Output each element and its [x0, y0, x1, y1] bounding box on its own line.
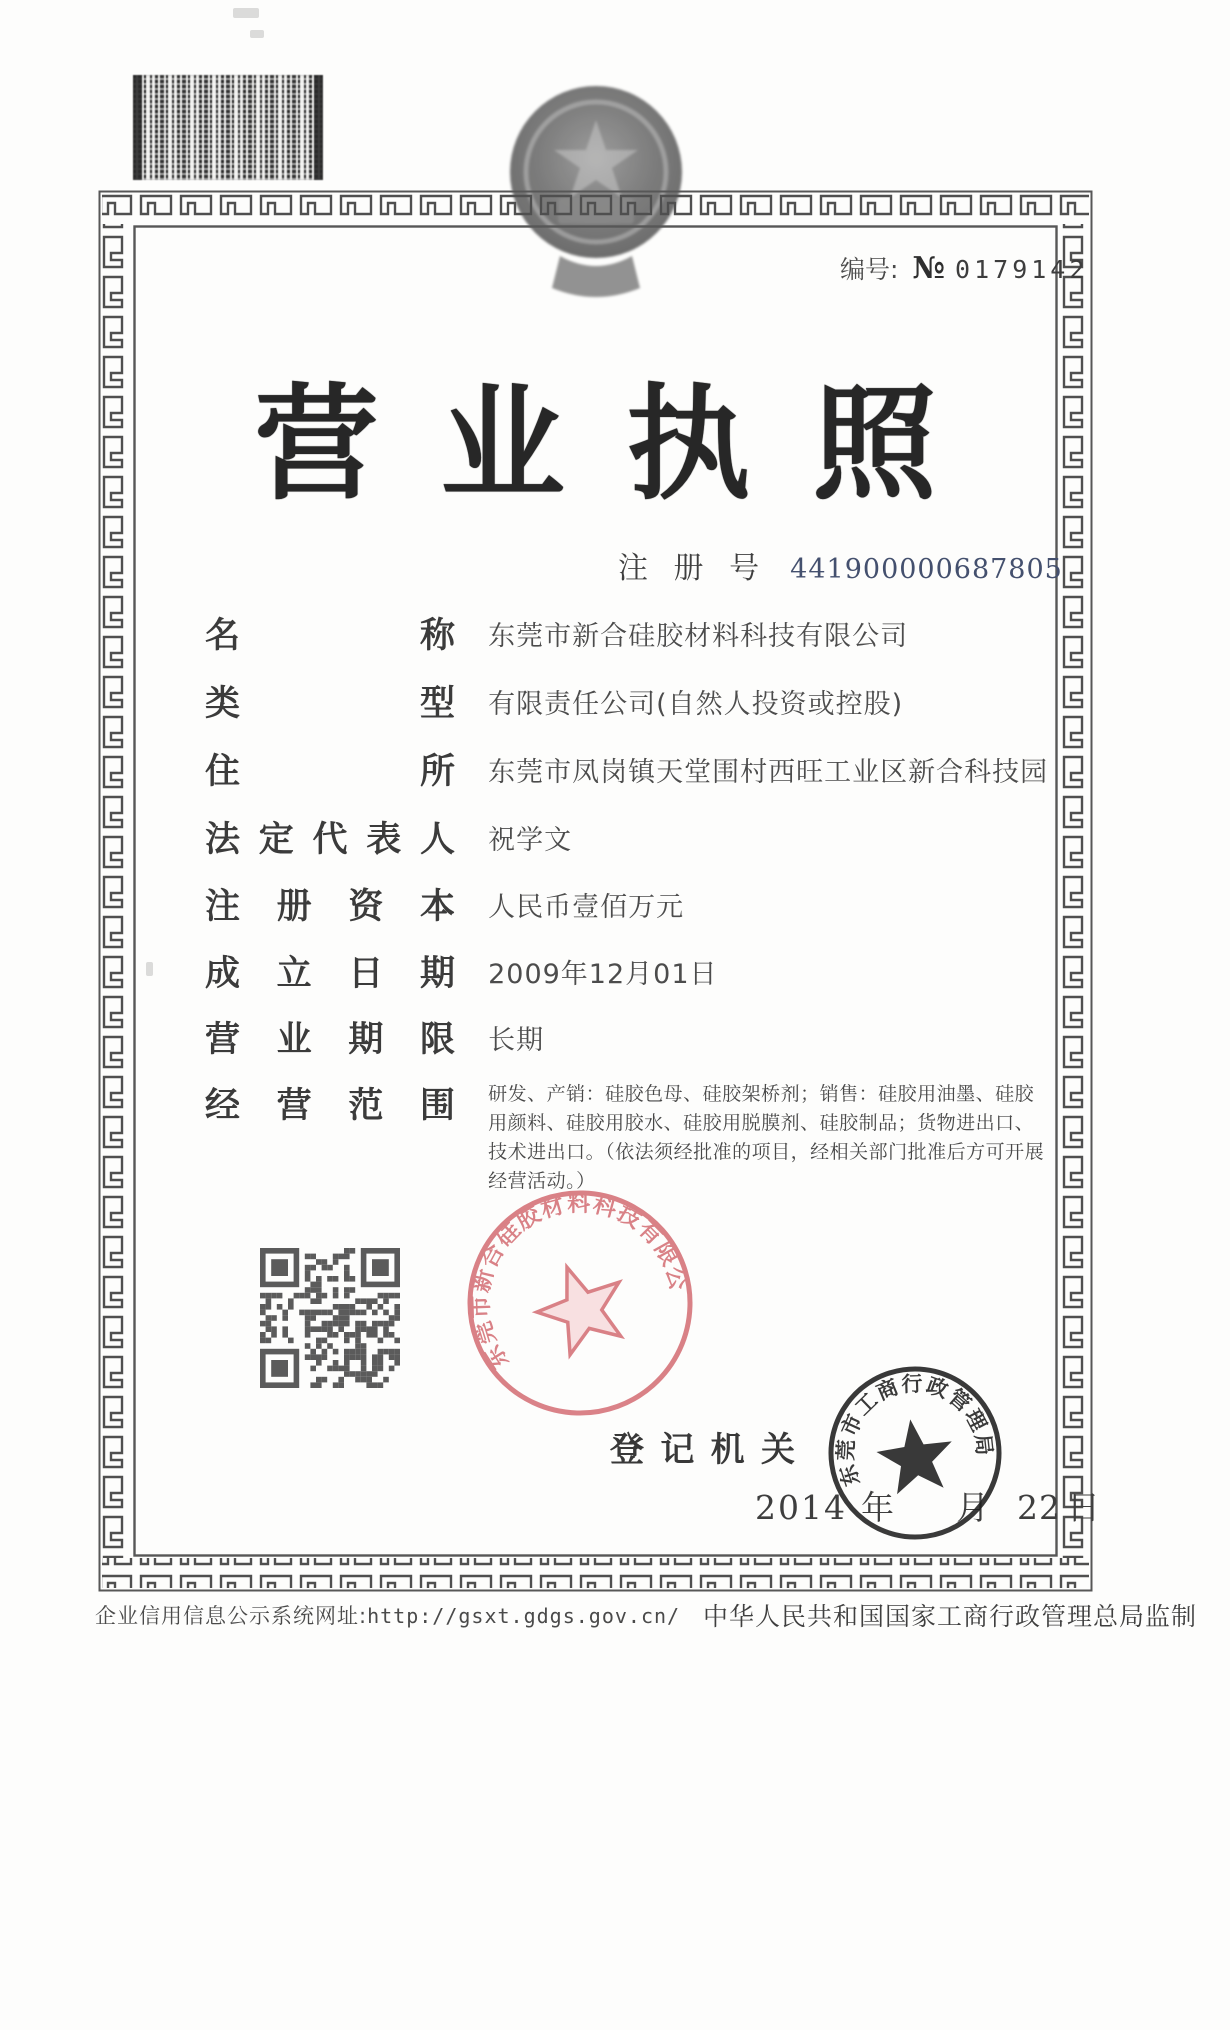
field-value: 有限责任公司(自然人投资或控股) [488, 689, 904, 720]
serial-number-line [840, 250, 1088, 286]
issuer-label: 登 记 机 关 [610, 1430, 795, 1470]
numero-sign: № [912, 251, 946, 286]
license-title: 营 业 执 照 [254, 373, 937, 517]
field-value: 东莞市新合硅胶材料科技有限公司 [488, 621, 909, 652]
field-row-address [205, 744, 1048, 794]
footer-issuing-authority: 中华人民共和国国家工商行政管理总局监制 [703, 1602, 1198, 1631]
footer-public-info-url [95, 1600, 680, 1630]
field-row-business-term [205, 1012, 544, 1062]
field-value: 研发、产销：硅胶色母、硅胶架桥剂；销售：硅胶用油墨、硅胶用颜料、硅胶用胶水、硅胶用脱膜剂、硅胶制品；货物进出口、技术进出口。（依法须经批准的项目，经相关部门批准后方可开展经营活动。） [488, 1083, 1045, 1192]
field-value: 东莞市凤岗镇天堂围村西旺工业区新合科技园 [488, 757, 1049, 788]
field-value: 2009年12月01日 [488, 959, 718, 990]
date-day: 22 [1016, 1488, 1061, 1527]
footer-url: http://gsxt.gdgs.gov.cn/ [367, 1604, 681, 1628]
field-value: 人民币壹佰万元 [488, 892, 685, 923]
footer-url-label: 企业信用信息公示系统网址: [95, 1604, 368, 1628]
qr-code [260, 1248, 400, 1388]
registration-number: 441900000687805 [790, 554, 1063, 585]
black-seal-star-icon [873, 1414, 958, 1496]
date-year-unit: 年 [860, 1488, 894, 1527]
field-label: 类 型 [205, 684, 455, 724]
red-company-seal [455, 1178, 705, 1428]
date-month-unit: 月 [955, 1488, 989, 1527]
black-seal-text: 东莞市工商行政管理局 [833, 1371, 997, 1490]
field-row-legal-representative [205, 812, 572, 862]
date-year: 2014 [755, 1488, 847, 1527]
barcode [133, 75, 323, 180]
field-label: 住 所 [205, 752, 455, 792]
scan-artifact [233, 8, 259, 18]
field-row-registered-capital [205, 879, 684, 929]
registration-label: 注 册 号 [618, 551, 768, 586]
field-row-type [205, 676, 903, 726]
registrar-black-seal [820, 1358, 1010, 1548]
field-label: 注 册 资 本 [205, 887, 455, 927]
date-day-unit: 日 [1066, 1488, 1100, 1527]
serial-number: 0179142 [955, 255, 1089, 284]
registration-number-line [618, 543, 1063, 587]
red-seal-star-icon [526, 1252, 637, 1360]
field-value: 祝学文 [488, 825, 573, 856]
field-row-establishment-date [205, 946, 718, 996]
red-seal-text: 东莞市新合硅胶材料科技有限公司 [467, 1190, 692, 1374]
field-label: 成 立 日 期 [205, 954, 455, 994]
field-row-name [205, 608, 908, 658]
field-label: 营 业 期 限 [205, 1020, 455, 1060]
field-label: 经 营 范 围 [205, 1086, 455, 1126]
field-label: 名 称 [205, 616, 455, 656]
field-value: 长期 [488, 1025, 545, 1056]
serial-label: 编号: [840, 255, 899, 284]
field-label: 法 定 代 表 人 [205, 820, 455, 860]
scan-artifact [250, 30, 264, 38]
